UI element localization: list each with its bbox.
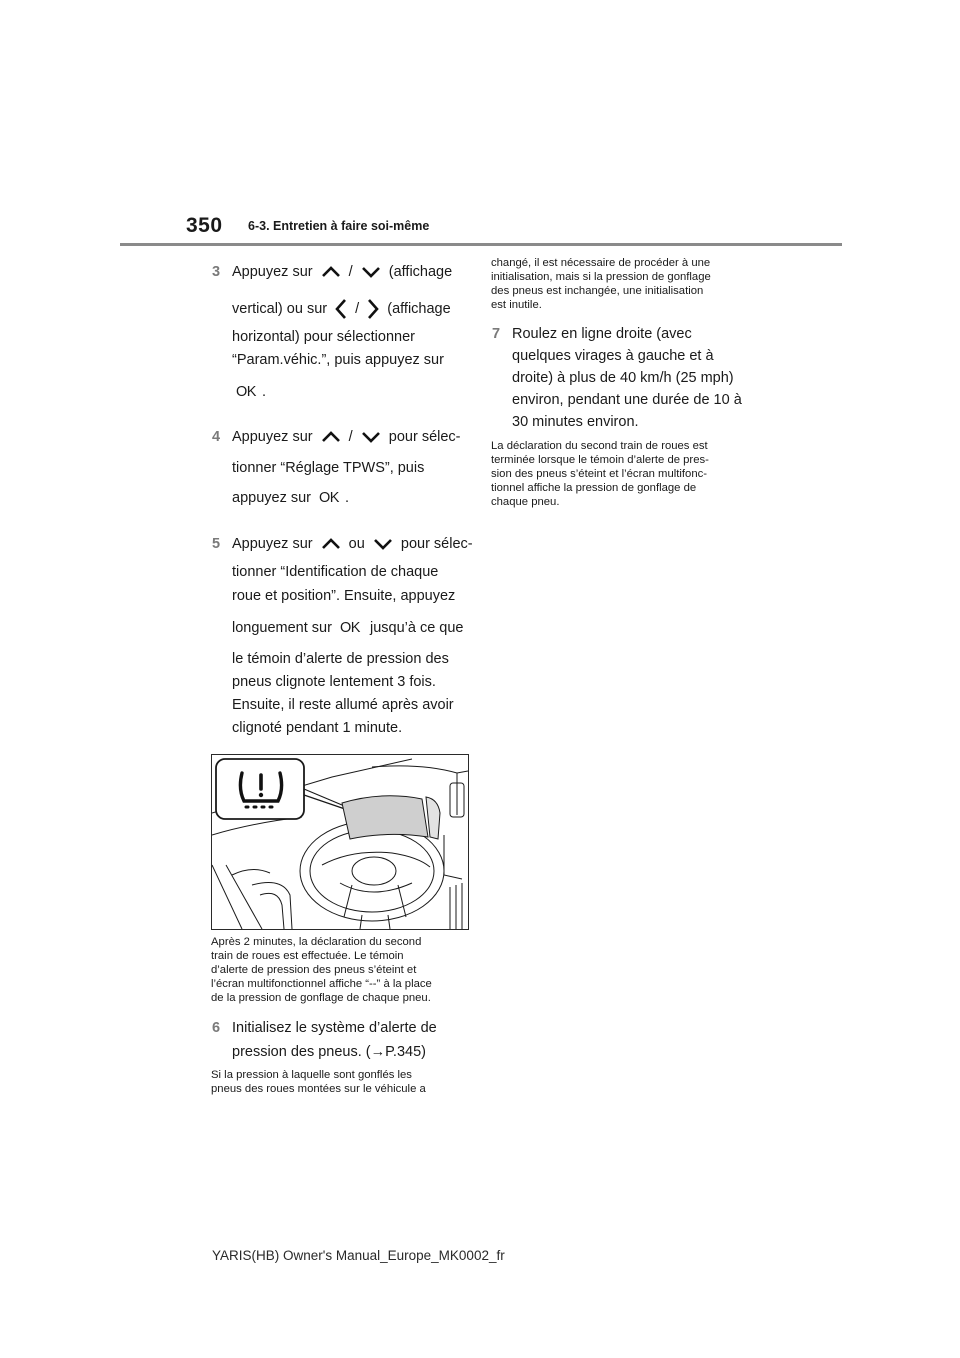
step7-note-line5: chaque pneu.: [491, 496, 560, 508]
figure-caption-line4: l’écran multifonctionnel affiche “--” à la place: [211, 978, 432, 990]
chevron-down-icon: [361, 431, 381, 443]
tpms-dashboard-drawing: [212, 755, 468, 929]
figure-caption-line3: d’alerte de pression des pneus s’éteint et: [211, 964, 417, 976]
step6-note-line2: pneus des roues montées sur le véhicule a: [211, 1083, 426, 1095]
chevron-down-icon: [361, 266, 381, 278]
figure-caption-line2: train de roues est effectuée. Le témoin: [211, 950, 404, 962]
dashboard-illustration: [211, 754, 469, 930]
step7-line3: droite) à plus de 40 km/h (25 mph): [512, 370, 734, 386]
step6-line2: pression des pneus. (→P.345): [232, 1044, 426, 1060]
step4-line3: appuyez sur OK .: [232, 490, 350, 507]
step7-note-line1: La déclaration du second train de roues est: [491, 440, 708, 452]
step7-line5: 30 minutes environ.: [512, 414, 639, 430]
step5-line8: clignoté pendant 1 minute.: [232, 720, 403, 736]
step3-line5: OK .: [236, 384, 266, 401]
section-title: 6-3. Entretien à faire soi-même: [248, 219, 430, 233]
page-number: 350: [186, 214, 223, 237]
step5-line5: le témoin d’alerte de pression des: [232, 651, 449, 667]
chevron-right-icon: [367, 298, 379, 320]
step4-line1: Appuyez sur / pour sélec-: [232, 429, 461, 445]
header-rule: [120, 243, 842, 246]
chevron-up-icon: [321, 266, 341, 278]
step5-line2: tionner “Identification de chaque: [232, 564, 439, 580]
step6-line1: Initialisez le système d’alerte de: [232, 1020, 437, 1036]
step5-line6: pneus clignote lentement 3 fois.: [232, 674, 436, 690]
step5-line7: Ensuite, il reste allumé après avoir: [232, 697, 454, 713]
step7-note-line2: terminée lorsque le témoin d’alerte de pres-: [491, 454, 709, 466]
step5-line1: Appuyez sur ou pour sélec-: [232, 536, 473, 552]
figure-caption-line5: de la pression de gonflage de chaque pneu.: [211, 992, 431, 1004]
step-number-6: 6: [212, 1020, 221, 1036]
step3-line1: Appuyez sur / (affichage: [232, 264, 453, 280]
ok-button-icon: OK: [319, 490, 339, 507]
step7-line1: Roulez en ligne droite (avec: [512, 326, 692, 342]
step7-line2: quelques virages à gauche et à: [512, 348, 714, 364]
chevron-left-icon: [335, 298, 347, 320]
footer-manual-id: YARIS(HB) Owner's Manual_Europe_MK0002_fr: [212, 1248, 505, 1263]
step7-note-line3: sion des pneus s’éteint et l’écran multifonc-: [491, 468, 708, 480]
chevron-down-icon: [373, 538, 393, 550]
chevron-up-icon: [321, 431, 341, 443]
step-number-4: 4: [212, 429, 221, 445]
ok-button-icon: OK: [236, 384, 256, 401]
figure-caption-line1: Après 2 minutes, la déclaration du second: [211, 936, 422, 948]
right-note-line3: des pneus est inchangée, une initialisation: [491, 285, 704, 297]
step7-note-line4: tionnel affiche la pression de gonflage de: [491, 482, 697, 494]
ok-button-icon: OK: [339, 620, 360, 637]
step5-line3: roue et position”. Ensuite, appuyez: [232, 588, 456, 604]
step5-line4: longuement sur OK jusqu’à ce que: [232, 620, 464, 637]
right-note-line2: initialisation, mais si la pression de gonflage: [491, 271, 711, 283]
step3-line2: vertical) ou sur / (affichage: [232, 298, 451, 320]
step4-line2: tionner “Réglage TPWS”, puis: [232, 460, 425, 476]
step-number-5: 5: [212, 536, 221, 552]
right-note-line1: changé, il est nécessaire de procéder à une: [491, 257, 711, 269]
step3-line4: “Param.véhic.”, puis appuyez sur: [232, 352, 444, 368]
right-note-line4: est inutile.: [491, 299, 542, 311]
chevron-up-icon: [321, 538, 341, 550]
step7-line4: environ, pendant une durée de 10 à: [512, 392, 742, 408]
step-number-7: 7: [492, 326, 501, 342]
step6-note-line1: Si la pression à laquelle sont gonflés les: [211, 1069, 412, 1081]
step3-line3: horizontal) pour sélectionner: [232, 329, 415, 345]
step-number-3: 3: [212, 264, 221, 280]
